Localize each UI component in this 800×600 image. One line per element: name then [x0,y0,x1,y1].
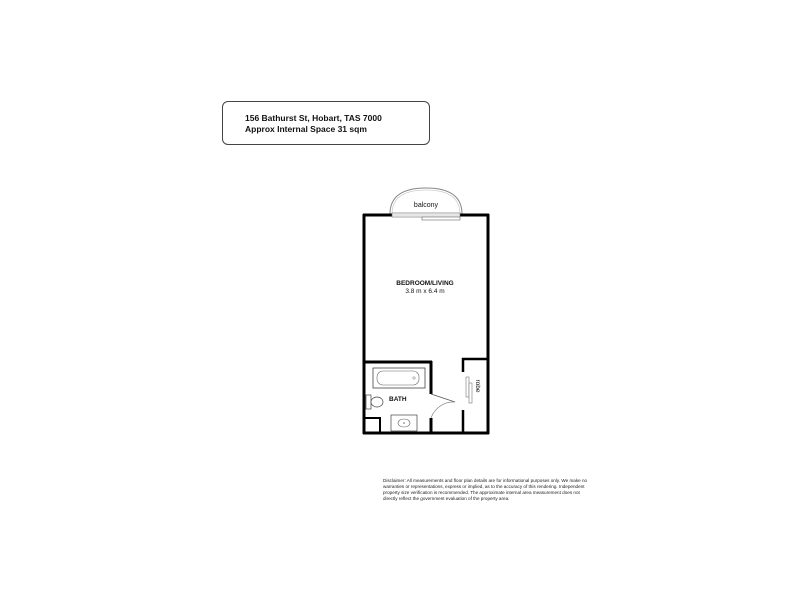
balcony-outline [390,188,462,214]
bathtub [373,368,425,388]
balcony-label: balcony [413,202,439,209]
bath-door [431,394,455,418]
bath-label: BATH [389,396,407,403]
bedroom-living-dimensions: 3.8 m x 6.4 m [405,288,445,295]
bath-vanity [391,415,417,431]
disclaimer-text: Disclaimer: All measurements and floor plan details are for informational purposes only. We make no warranties or representations, express or implied, as to the accuracy of this rendering. Independent property size verification is recommended. The approximate internal area measurement does not directly reflect the government evaluation of the property area. [383,478,588,501]
internal-space-text: Approx Internal Space 31 sqm [245,124,367,134]
bath-cupboard [364,417,381,434]
bedroom-living-label: BEDROOM/LIVING [396,280,454,287]
balcony-sliding-door [392,213,460,220]
robe [462,358,489,434]
robe-label: robe [474,379,481,393]
address-text: 156 Bathurst St, Hobart, TAS 7000 [245,113,382,123]
toilet [366,395,383,409]
